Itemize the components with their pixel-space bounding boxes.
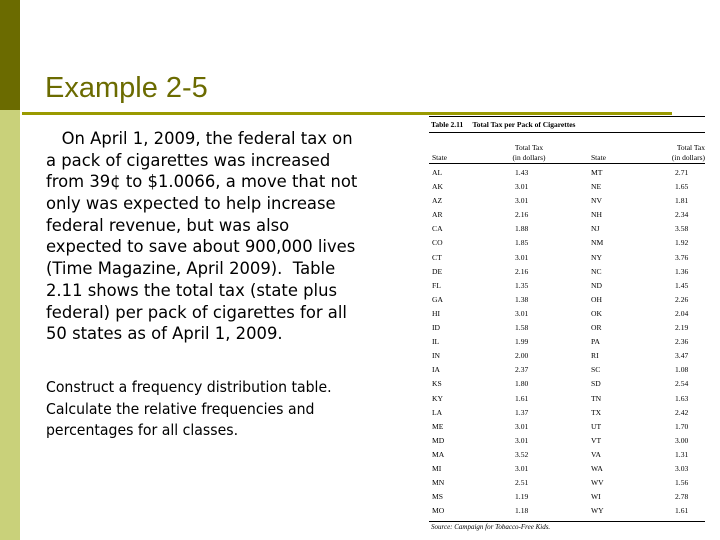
tax-cell: 1.85 (515, 238, 529, 248)
state-cell: IN (432, 351, 441, 361)
example-paragraph (46, 128, 406, 345)
table-row (429, 490, 705, 504)
tax-cell: 1.65 (675, 182, 689, 192)
paragraph-line: federal) per pack of cigarettes for all (46, 302, 347, 322)
paragraph-line: expected to save about 900,000 lives (46, 237, 356, 257)
state-cell: WI (591, 492, 601, 502)
tax-cell: 2.51 (515, 478, 529, 488)
task-instructions (46, 377, 359, 442)
state-cell: ND (591, 280, 602, 290)
state-cell: LA (432, 407, 443, 417)
title-divider (22, 112, 672, 115)
tax-cell: 2.16 (515, 266, 529, 276)
state-cell: VT (591, 435, 602, 445)
table-row (429, 462, 705, 476)
state-cell: ID (432, 323, 441, 333)
table-row (429, 406, 705, 420)
paragraph-line: federal revenue, but was also (46, 215, 290, 235)
tax-cell: 3.01 (515, 421, 529, 431)
tax-cell: 1.61 (675, 506, 689, 516)
tax-cell: 1.58 (515, 323, 529, 333)
state-cell: AR (432, 210, 443, 220)
state-cell: KS (432, 379, 442, 389)
tax-cell: 3.01 (515, 182, 529, 192)
table-row (429, 349, 705, 363)
state-cell: HI (432, 308, 441, 318)
state-cell: SC (591, 365, 601, 375)
state-cell: CT (432, 252, 442, 262)
tax-cell: 2.54 (675, 379, 689, 389)
table-row (429, 448, 705, 462)
task-line: percentages for all classes. (46, 421, 239, 439)
table-row (429, 420, 705, 434)
state-cell: MS (432, 492, 443, 502)
state-cell: TX (591, 407, 602, 417)
table-header-rule (429, 163, 705, 164)
state-cell: AK (432, 182, 443, 192)
tax-cell: 3.01 (515, 308, 529, 318)
header-tax-right-line1: Total Tax (676, 143, 705, 152)
state-cell: TN (591, 393, 602, 403)
header-tax-left-line1: Total Tax (514, 143, 544, 152)
tax-cell: 1.81 (675, 196, 689, 206)
state-cell: OK (591, 308, 602, 318)
tax-cell: 3.76 (675, 252, 689, 262)
tax-cell: 2.78 (675, 492, 689, 502)
tax-cell: 3.01 (515, 463, 529, 473)
tax-cell: 2.19 (675, 323, 689, 333)
tax-cell: 3.01 (515, 252, 529, 262)
tax-cell: 1.70 (675, 421, 689, 431)
paragraph-line: only was expected to help increase (46, 194, 336, 214)
state-cell: NH (591, 210, 602, 220)
state-cell: AL (432, 168, 443, 177)
tax-cell: 3.01 (515, 435, 529, 445)
tax-cell: 2.37 (515, 365, 529, 375)
table-row (429, 222, 705, 236)
state-cell: MT (591, 168, 603, 177)
table-row (429, 335, 705, 349)
slide-title: Example 2-5 (45, 72, 208, 104)
state-cell: NM (591, 238, 604, 248)
table-row (429, 208, 705, 222)
tax-cell: 2.36 (675, 337, 689, 347)
table-row (429, 307, 705, 321)
tax-cell: 1.80 (515, 379, 529, 389)
table-row (429, 265, 705, 279)
table-top-rule (429, 116, 705, 117)
paragraph-line: a pack of cigarettes was increased (46, 150, 331, 170)
tax-cell: 1.45 (675, 280, 689, 290)
table-row (429, 166, 705, 180)
state-cell: NC (591, 266, 602, 276)
table-row (429, 251, 705, 265)
tax-cell: 1.37 (515, 407, 529, 417)
table-row (429, 434, 705, 448)
table-row (429, 504, 705, 518)
table-row (429, 194, 705, 208)
paragraph-line: On April 1, 2009, the federal tax on (46, 129, 353, 148)
tax-cell: 1.88 (515, 224, 529, 234)
table-row (429, 476, 705, 490)
header-tax-left-line2: (in dollars) (512, 153, 546, 162)
tax-cell: 3.00 (675, 435, 689, 445)
table-bottom-rule (429, 521, 705, 522)
state-cell: VA (591, 449, 601, 459)
tax-cell: 3.01 (515, 196, 529, 206)
header-tax-right-line2: (in dollars) (671, 153, 705, 162)
state-cell: KY (432, 393, 443, 403)
tax-cell: 2.42 (675, 407, 689, 417)
state-cell: CO (432, 238, 443, 248)
state-cell: RI (591, 351, 599, 361)
tax-cell: 2.34 (675, 210, 689, 220)
table-caption: Table 2.11 Total Tax per Pack of Cigarettes (431, 120, 576, 129)
tax-cell: 1.61 (515, 393, 529, 403)
state-cell: UT (591, 421, 602, 431)
table-row (429, 377, 705, 391)
task-line: Calculate the relative frequencies and (46, 399, 315, 418)
tax-cell: 1.38 (515, 294, 529, 304)
state-cell: PA (591, 337, 601, 347)
tax-cell: 2.26 (675, 294, 689, 304)
table-row (429, 363, 705, 377)
tax-cell: 1.99 (515, 337, 529, 347)
state-cell: MI (432, 463, 442, 473)
tax-cell: 1.18 (515, 506, 529, 516)
table-source-note: Source: Campaign for Tobacco-Free Kids. (431, 523, 551, 531)
state-cell: SD (591, 379, 601, 389)
header-state-left: State (432, 153, 447, 162)
tax-cell: 3.03 (675, 463, 689, 473)
state-cell: MN (432, 478, 445, 488)
state-cell: NJ (591, 224, 600, 234)
state-cell: MD (432, 435, 445, 445)
state-cell: CA (432, 224, 443, 234)
tax-cell: 3.47 (675, 351, 689, 361)
tax-cell: 1.19 (515, 492, 529, 502)
tax-cell: 1.43 (515, 168, 529, 177)
state-cell: ME (432, 421, 444, 431)
state-cell: GA (432, 294, 443, 304)
table-row (429, 236, 705, 250)
table-caption-rule (429, 132, 705, 133)
state-cell: FL (432, 280, 441, 290)
state-cell: NE (591, 182, 602, 192)
tax-cell: 1.92 (675, 238, 689, 248)
tax-cell: 2.71 (675, 168, 689, 177)
tax-cell: 2.16 (515, 210, 529, 220)
tax-cell: 1.36 (675, 266, 689, 276)
tax-cell: 1.63 (675, 393, 689, 403)
tax-cell: 1.31 (675, 449, 689, 459)
state-cell: OH (591, 294, 602, 304)
tax-cell: 3.58 (675, 224, 689, 234)
tax-cell: 2.04 (675, 308, 689, 318)
paragraph-line: 50 states as of April 1, 2009. (46, 324, 283, 344)
table-body (429, 166, 705, 518)
state-cell: WY (591, 506, 604, 516)
state-cell: IL (432, 337, 440, 347)
table-row (429, 180, 705, 194)
state-cell: NV (591, 196, 602, 206)
state-cell: AZ (432, 196, 443, 206)
state-cell: NY (591, 252, 602, 262)
state-cell: DE (432, 266, 443, 276)
tax-cell: 1.35 (515, 280, 529, 290)
task-line: Construct a frequency distribution table. (46, 378, 332, 396)
tax-cell: 1.08 (675, 365, 689, 375)
header-state-right: State (591, 153, 606, 162)
paragraph-line: 2.11 shows the total tax (state plus (46, 280, 338, 300)
tax-cell: 1.56 (675, 478, 689, 488)
table-row (429, 279, 705, 293)
paragraph-line: (Time Magazine, April 2009). Table (46, 259, 336, 279)
state-cell: MA (432, 449, 445, 459)
table-row (429, 293, 705, 307)
state-cell: WV (591, 478, 604, 488)
table-row (429, 392, 705, 406)
state-cell: OR (591, 323, 602, 333)
state-cell: WA (591, 463, 603, 473)
left-accent-bar-lower (0, 110, 20, 540)
state-cell: IA (432, 365, 441, 375)
tax-cell: 3.52 (515, 449, 529, 459)
tax-cell: 2.00 (515, 351, 529, 361)
left-accent-bar (0, 0, 20, 540)
table-row (429, 321, 705, 335)
state-cell: MO (432, 506, 445, 516)
paragraph-line: from 39¢ to $1.0066, a move that not (46, 172, 358, 192)
